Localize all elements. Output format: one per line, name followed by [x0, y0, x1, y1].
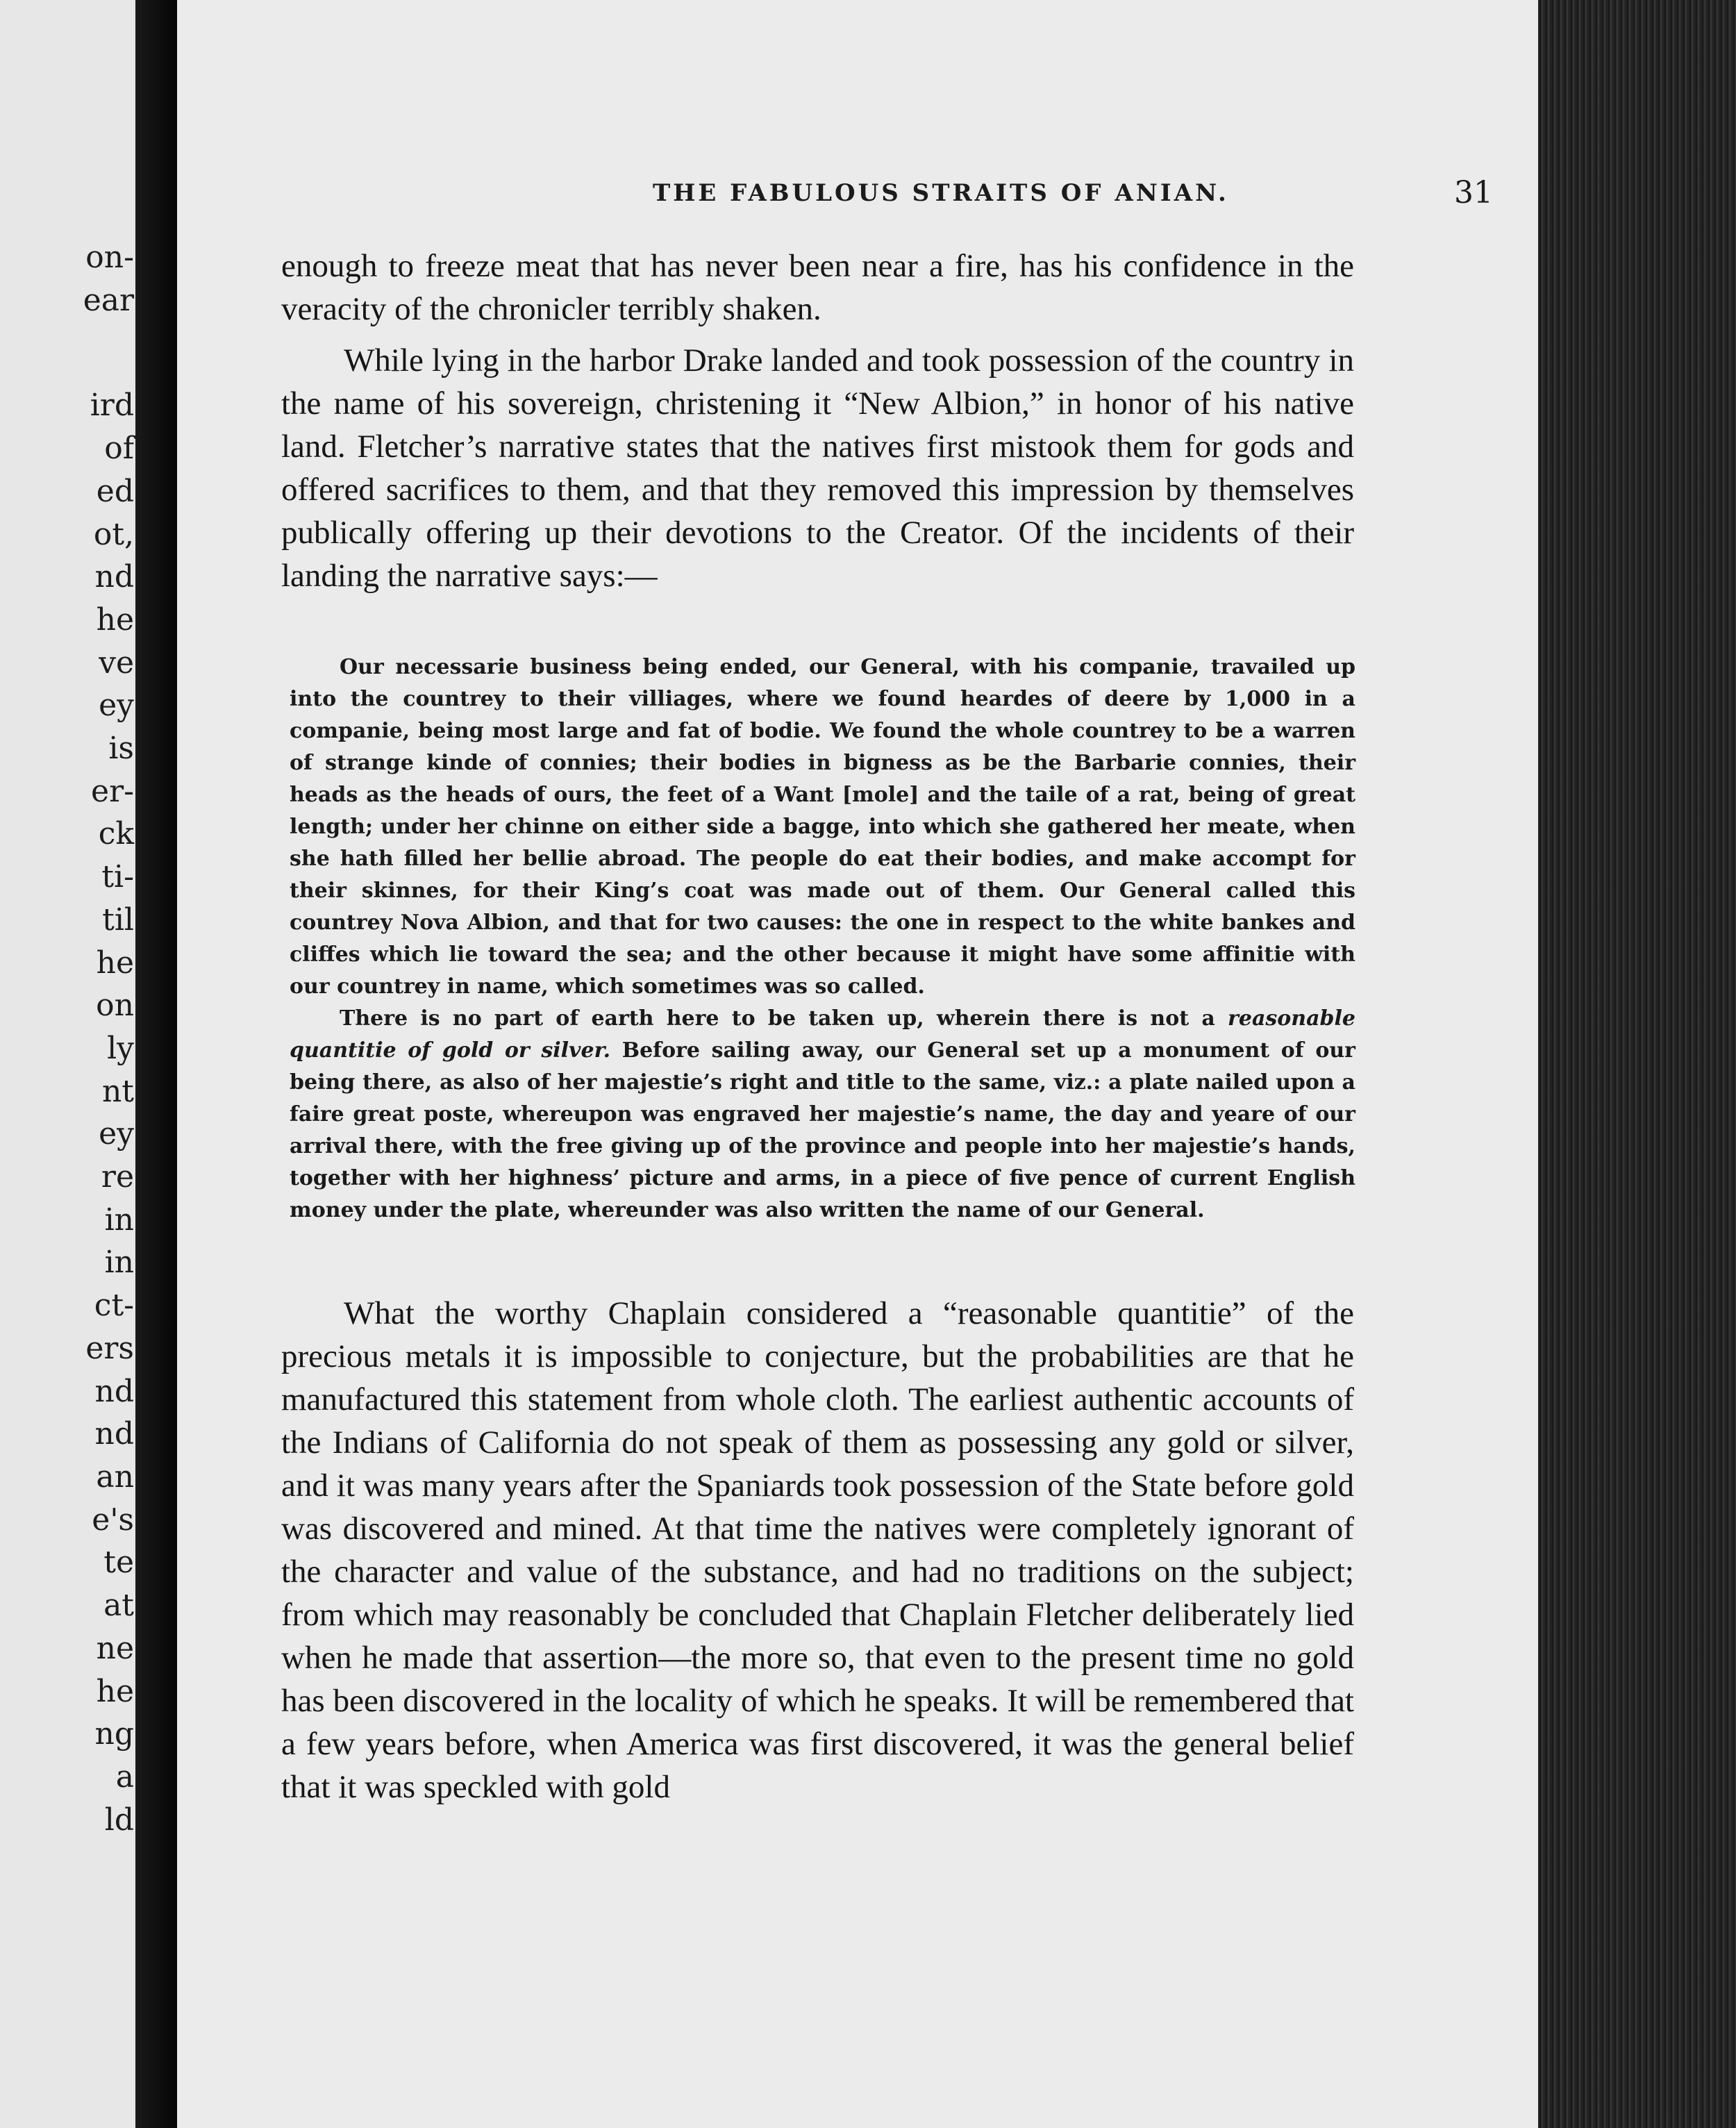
facing-page-fragment: ear [83, 282, 134, 318]
facing-page-fragment: on- [85, 240, 134, 275]
facing-page-edge [0, 0, 135, 2128]
facing-page-fragment: at [103, 1588, 134, 1624]
facing-page-fragment: nd [94, 1416, 134, 1452]
paragraph-2: While lying in the harbor Drake landed and took possession of the country in the name of his sovereign, christening it “New Albion,” in honor of his native land. Fletcher’s narrative states that the natives first mistook them for gods and offered sacrifices to them, and that they removed this impression by themselves publically offering up their devotions to the Creator. Of the incidents of their landing the narrative says:— [281, 342, 1354, 594]
facing-page-fragment: he [96, 601, 134, 638]
facing-page-fragment: ers [85, 1330, 134, 1366]
page-stack-edge [1538, 0, 1736, 2128]
quote-p2-start: There is no part of earth here to be taken up, wherein there is not a [340, 1006, 1228, 1031]
facing-page-fragment: he [96, 1673, 134, 1709]
facing-page-fragment: is [108, 731, 134, 767]
facing-page-fragment: in [104, 1245, 134, 1281]
quote-paragraph-1: Our necessarie business being ended, our General, with his companie, travailed up into the countrey to their villiages, where we found heardes of deere by 1,000 in a companie, being most large and fat of bodie. We found the whole countrey to be a warren of strange kinde of connies; their bodies in bigness as be the Barbarie connies, their heads as the heads of ours, the feet of a Want [mole] and the taile of a rat, being of great length; under her chinne on either side a bagge, into which she gathered her meate, when she hath filled her bellie abroad. The people do eat their bodies, and make accompt for their skinnes, for their King’s coat was made out of them. Our General called this countrey Nova Albion, and that for two causes: the one in respect to the white bankes and cliffes which lie toward the sea; and the other because it might have some affinitie with our countrey in name, which sometimes was so called. [290, 655, 1355, 999]
facing-page-fragment: ct- [94, 1288, 134, 1324]
facing-page-fragment: ck [98, 816, 134, 852]
facing-page-fragment: ld [104, 1802, 134, 1838]
quote-paragraph-2 [290, 1003, 1355, 1227]
facing-page-fragment: he [96, 945, 134, 981]
book-page [177, 0, 1538, 2128]
facing-page-fragment: ot, [93, 516, 134, 552]
facing-page-fragment: er- [91, 773, 134, 809]
facing-page-fragment: a [115, 1759, 134, 1795]
paragraph-chaplain [281, 1292, 1354, 1809]
facing-page-fragment: til [102, 901, 134, 938]
paragraph-continuation [281, 244, 1354, 331]
facing-page-fragment: ly [107, 1030, 134, 1066]
facing-page-fragment: ve [99, 645, 134, 681]
facing-page-fragment: nd [94, 1373, 134, 1409]
facing-page-fragment: ey [99, 688, 134, 724]
facing-page-fragment: e's [92, 1502, 134, 1538]
facing-page-fragment: nd [94, 559, 134, 595]
page-number: 31 [1454, 175, 1493, 210]
block-quotation [290, 651, 1355, 1227]
paragraph-drake-landing [281, 339, 1354, 597]
facing-page-fragment: nt [101, 1073, 134, 1109]
facing-page-fragment: ng [94, 1716, 134, 1752]
paragraph-1: enough to freeze meat that has never been near a fire, has his confidence in the veracity of the chronicler terribly shaken. [281, 248, 1354, 327]
facing-page-fragment: ne [96, 1630, 134, 1666]
facing-page-fragment: ey [99, 1116, 134, 1152]
running-head [281, 175, 1524, 221]
facing-page-fragment: in [104, 1202, 134, 1238]
facing-page-fragment [2, 322, 134, 384]
facing-page-fragment: ti- [101, 859, 134, 895]
facing-page-fragment: on [96, 988, 134, 1024]
facing-page-fragment: an [96, 1458, 134, 1495]
facing-page-fragment: ed [96, 473, 134, 509]
facing-page-fragment: ird [90, 388, 134, 424]
facing-page-fragment: re [101, 1159, 134, 1195]
running-title: THE FABULOUS STRAITS OF ANIAN. [653, 179, 1229, 207]
facing-page-text-fragments [2, 236, 134, 1841]
paragraph-3: What the worthy Chaplain considered a “reasonable quantitie” of the precious metals it is impossible to conjecture, but the probabilities are that he manufactured this statement from whole cloth. The earliest authentic accounts of the Indians of California do not speak of them as possessing any gold or silver, and it was many years after the Spaniards took possession of the State before gold was discovered and mined. At that time the natives were completely ignorant of the character and value of the substance, and had no traditions on the subject; from which may reasonably be concluded that Chaplain Fletcher deliberately lied when he made that assertion—the more so, that even to the present time no gold has been discovered in the locality of which he speaks. It will be remembered that a few years before, when America was first discovered, it was the general belief that it was speckled with gold [281, 1295, 1354, 1805]
quote-p2-italic: reasonable quantitie of gold or silver. [290, 1006, 1355, 1063]
quote-p2-rest: Before sailing away, our General set up a monument of our being there, as also of her majestie’s right and title to the same, viz.: a plate nailed upon a faire great poste, whereupon was engraved her majestie’s name, the day and yeare of our arrival there, with the free giving up of the province and people into her majestie’s hands, together with her highness’ picture and arms, in a piece of five pence of current English money under the plate, whereunder was also written the name of our General. [290, 1038, 1355, 1222]
facing-page-fragment: te [103, 1545, 134, 1581]
book-gutter [135, 0, 177, 2128]
facing-page-fragment: of [104, 431, 134, 467]
